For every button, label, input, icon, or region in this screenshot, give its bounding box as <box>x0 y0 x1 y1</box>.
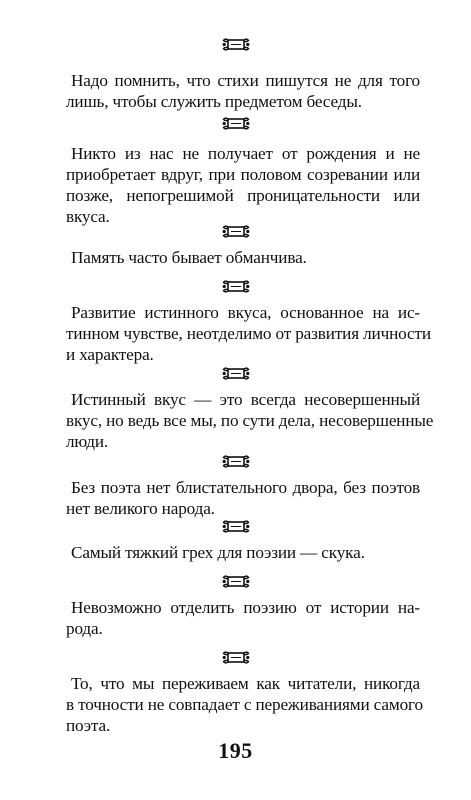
paragraph-line: Самый тяжкий грех для поэзии — скука. <box>71 543 365 562</box>
paragraph-line: и характера. <box>66 345 154 364</box>
aphorism-paragraph <box>66 673 423 736</box>
decorative-cartouche-icon <box>222 116 250 131</box>
decorative-cartouche-icon <box>222 279 250 294</box>
decorative-cartouche-icon <box>222 454 250 469</box>
paragraph-line: приобретает вдруг, при половом созревании или <box>66 165 420 184</box>
aphorism-paragraph <box>66 477 420 519</box>
decorative-cartouche-icon <box>222 366 250 381</box>
paragraph-line: Без поэта нет блистательного двора, без поэтов <box>71 478 420 497</box>
aphorism-paragraph <box>66 542 420 563</box>
paragraph-line: Надо помнить, что стихи пишутся не для того <box>71 71 420 90</box>
paragraph-line: Развитие истинного вкуса, основанное на ис- <box>71 303 420 322</box>
aphorism-paragraph <box>66 70 420 112</box>
paragraph-line: вкуса. <box>66 207 110 226</box>
paragraph-line: рода. <box>66 619 103 638</box>
paragraph-line: в точности не совпадает с переживаниями самого <box>66 695 423 714</box>
decorative-cartouche-icon <box>222 519 250 534</box>
aphorism-paragraph <box>66 597 420 639</box>
decorative-cartouche-icon <box>222 37 250 52</box>
paragraph-line: Память часто бывает обманчива. <box>71 248 307 267</box>
paragraph-line: Никто из нас не получает от рождения и не <box>71 144 420 163</box>
paragraph-line: тинном чувстве, неотделимо от развития личности <box>66 324 431 343</box>
paragraph-line: люди. <box>66 432 109 451</box>
paragraph-line: нет великого народа. <box>66 499 215 518</box>
aphorism-paragraph <box>66 143 420 227</box>
paragraph-line: Истинный вкус — это всегда несовершенный <box>71 390 420 409</box>
paragraph-line: поэта. <box>66 716 111 735</box>
aphorism-paragraph <box>66 389 434 452</box>
paragraph-line: вкус, но ведь все мы, по сути дела, несовершенные <box>66 411 434 430</box>
page-number: 195 <box>218 738 253 763</box>
paragraph-line: То, что мы переживаем как читатели, никогда <box>71 674 420 693</box>
paragraph-line: позже, непогрешимой проницательности или <box>66 186 420 205</box>
paragraph-line: лишь, чтобы служить предметом беседы. <box>66 92 362 111</box>
aphorism-paragraph <box>66 302 431 365</box>
decorative-cartouche-icon <box>222 650 250 665</box>
paragraph-line: Невозможно отделить поэзию от истории на- <box>71 598 420 617</box>
decorative-cartouche-icon <box>222 574 250 589</box>
aphorism-paragraph <box>66 247 420 268</box>
